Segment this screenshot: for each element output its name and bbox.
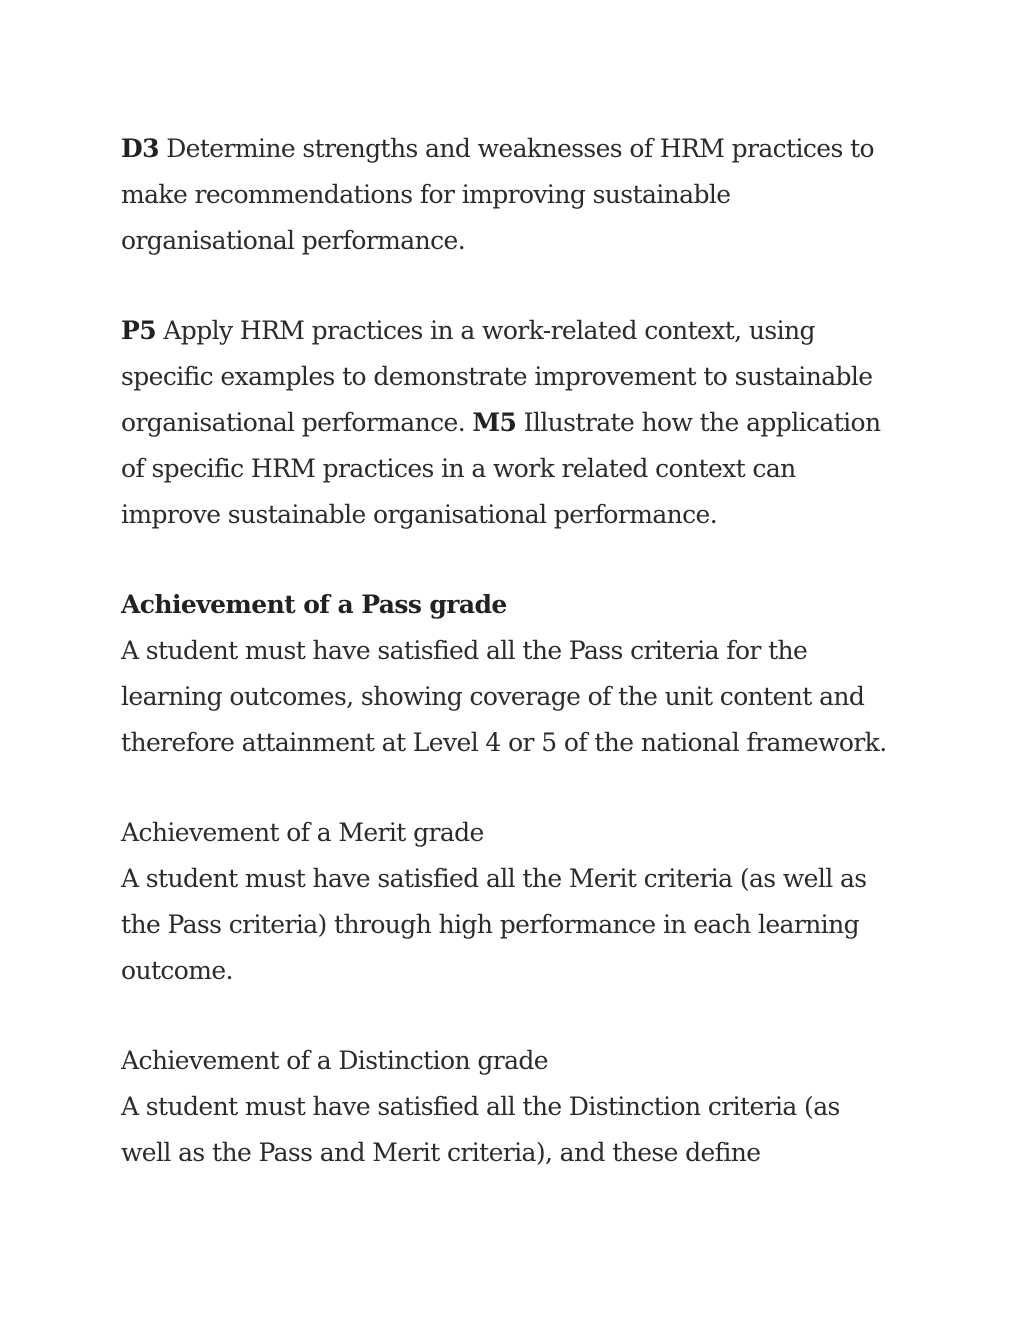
criterion-text-line: organisational performance. (121, 226, 466, 255)
criterion-p5-m5 (121, 308, 921, 538)
criterion-d3 (121, 126, 921, 264)
criterion-text-line: Determine strengths and weaknesses of HRM practices to (158, 134, 874, 163)
criterion-text-line: improve sustainable organisational performance. (121, 500, 718, 529)
merit-grade-text-line: A student must have satisfied all the Merit criteria (as well as (121, 864, 867, 893)
merit-grade-section (121, 810, 921, 994)
pass-grade-text-line: A student must have satisfied all the Pass criteria for the (121, 636, 808, 665)
criterion-code-d3: D3 (121, 134, 159, 163)
distinction-grade-section (121, 1038, 921, 1176)
merit-grade-heading: Achievement of a Merit grade (121, 818, 484, 847)
criterion-text-line: Illustrate how the application (516, 408, 881, 437)
pass-grade-heading: Achievement of a Pass grade (121, 590, 507, 619)
criterion-text-line: Apply HRM practices in a work-related context, using (156, 316, 815, 345)
criterion-text-line: specific examples to demonstrate improvement to sustainable (121, 362, 873, 391)
criterion-text-line: make recommendations for improving sustainable (121, 180, 731, 209)
criterion-text-line: organisational performance. (121, 408, 473, 437)
pass-grade-text-line: therefore attainment at Level 4 or 5 of the national framework. (121, 728, 887, 757)
criterion-code-m5: M5 (472, 408, 517, 437)
distinction-grade-text-line: well as the Pass and Merit criteria), and these define (121, 1138, 761, 1167)
merit-grade-text-line: outcome. (121, 956, 233, 985)
document-page (121, 126, 921, 1220)
distinction-grade-text-line: A student must have satisfied all the Distinction criteria (as (121, 1092, 840, 1121)
criterion-code-p5: P5 (121, 316, 156, 345)
pass-grade-section (121, 582, 921, 766)
distinction-grade-heading: Achievement of a Distinction grade (121, 1046, 548, 1075)
pass-grade-text-line: learning outcomes, showing coverage of the unit content and (121, 682, 865, 711)
merit-grade-text-line: the Pass criteria) through high performance in each learning (121, 910, 859, 939)
criterion-text-line: of specific HRM practices in a work related context can (121, 454, 796, 483)
